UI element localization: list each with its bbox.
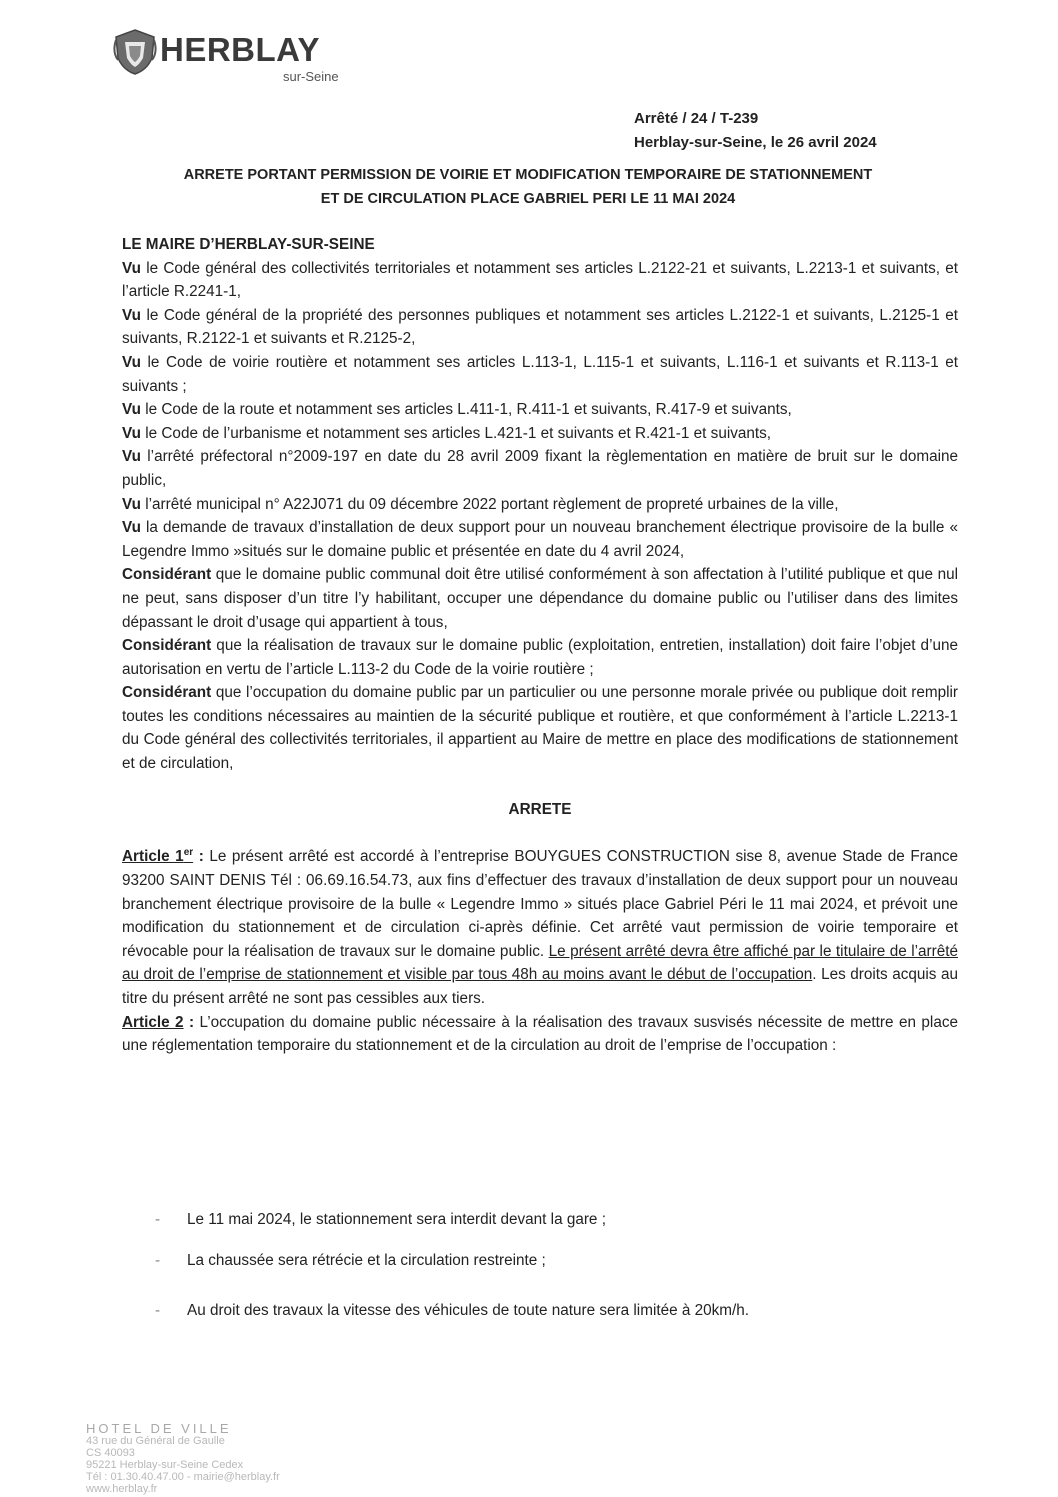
clause-text: l’arrêté municipal n° A22J071 du 09 décembre 2022 portant règlement de propreté urbaines de la ville, — [140, 495, 839, 513]
logo-subtitle: sur-Seine — [283, 69, 339, 84]
clause — [122, 257, 958, 304]
footer-line: 95221 Herblay-sur-Seine Cedex — [86, 1459, 244, 1471]
clause-text: que la réalisation de travaux sur le domaine public (exploitation, entretien, installation) doit faire l’objet d’une autorisation en vertu de l’article L.113-2 du Code de la voirie routière ; — [122, 637, 958, 678]
article-1 — [122, 841, 958, 1010]
clause-text: le Code de la route et notamment ses articles L.411-1, R.411-1 et suivants, R.417-9 et suivants, — [140, 401, 792, 419]
footer-address — [86, 1423, 446, 1495]
title-line-2: ET DE CIRCULATION PLACE GABRIEL PERI LE 11 MAI 2024 — [320, 191, 736, 207]
clause-text: le Code général de la propriété des personnes publiques et notamment ses articles L.2122-1 et suivants, L.2125-1 et suivants, R.2122-1 et suivants et R.2125-2, — [122, 306, 958, 348]
clause-text: la demande de travaux d’installation de deux support pour un nouveau branchement électrique provisoire de la bulle « Legendre Immo »situés sur le domaine public et présentée en date du 4 avril 2024, — [122, 519, 958, 560]
article-2-label: Article 2 — [122, 1013, 184, 1031]
clause-lead: Vu — [122, 519, 141, 537]
document-title — [110, 163, 946, 211]
clause — [122, 563, 958, 634]
reference-number: Arrêté / 24 / T-239 — [634, 110, 759, 127]
footer-line: Tél : 01.30.40.47.00 - mairie@herblay.fr — [86, 1471, 280, 1483]
clause-lead: Vu — [122, 495, 141, 513]
clause — [122, 681, 958, 775]
clause-text: le Code de voirie routière et notamment ses articles L.113-1, L.115-1 et suivants, L.116-1 et suivants et R.113-1 et suivants ; — [122, 353, 958, 395]
clause-lead: Vu — [122, 424, 141, 442]
article-1-text-b: . Les droits acquis au titre du présent arrêté ne sont pas cessibles aux tiers. — [122, 966, 958, 1007]
list-item-text: Le 11 mai 2024, le stationnement sera interdit devant la gare ; — [187, 1211, 606, 1228]
clause — [122, 634, 958, 681]
list-item-text: La chaussée sera rétrécie et la circulation restreinte ; — [187, 1252, 546, 1269]
article-1-sup: er — [183, 847, 194, 859]
clause — [122, 445, 958, 492]
clause-lead: Vu — [122, 401, 141, 419]
article-2-colon: : — [183, 1013, 195, 1031]
arrete-heading: ARRETE — [508, 800, 572, 818]
footer-line: www.herblay.fr — [86, 1483, 158, 1495]
list-item-text: Au droit des travaux la vitesse des véhicules de toute nature sera limitée à 20km/h. — [187, 1302, 750, 1319]
city-logo — [112, 24, 352, 84]
document-body — [122, 233, 958, 1058]
bullet-dash: - — [155, 1302, 161, 1319]
bullet-dash: - — [155, 1211, 161, 1228]
reference-block — [634, 107, 877, 155]
article-1-label-text: Article 1 — [122, 848, 184, 866]
logo-name: HERBLAY — [160, 31, 320, 68]
clause — [122, 398, 958, 422]
clause — [122, 516, 958, 563]
article-1-text-a: Le présent arrêté est accordé à l’entreprise BOUYGUES CONSTRUCTION sise 8, avenue Stade de France 93200 SAINT DENIS Tél : 06.69.16.54.73, aux fins d’effectuer des travaux d’installation de deux support pour un nouveau branchement électrique provisoire de la bulle « Legendre Immo » situés place Gabriel Péri le 11 mai 2024, et prévoit une modification du stationnement et de circulation ci-après définie. Cet arrêté vaut permission de voirie temporaire et révocable pour la réalisation de travaux sur le domaine public. — [122, 848, 958, 960]
mayor-heading: LE MAIRE D’HERBLAY-SUR-SEINE — [122, 236, 375, 253]
clause-lead: Considérant — [122, 684, 212, 702]
clause — [122, 304, 958, 351]
clause-lead: Considérant — [122, 566, 212, 584]
clause-lead: Vu — [122, 448, 141, 466]
clause-text: que le domaine public communal doit être utilisé conformément à son affectation à l’utilité publique et que nul ne peut, sans disposer d’un titre l’y habilitant, occuper une dépendance du domaine public ou l’utiliser dans des limites dépassant le droit d’usage qui appartient à tous, — [122, 566, 958, 631]
clause-lead: Vu — [122, 306, 141, 324]
bullet-dash: - — [155, 1252, 161, 1269]
footer-line: 43 rue du Général de Gaulle — [86, 1435, 225, 1447]
list-item — [155, 1300, 749, 1322]
reference-place-date: Herblay-sur-Seine, le 26 avril 2024 — [634, 134, 877, 151]
list-item — [155, 1250, 546, 1272]
clause-text: le Code général des collectivités territoriales et notamment ses articles L.2122-21 et suivants, L.2213-1 et suivants, et l’article R.2241-1, — [122, 259, 958, 301]
clause-text: que l’occupation du domaine public par un particulier ou une personne morale privée ou publique doit remplir toutes les conditions nécessaires au maintien de la sécurité publique et routière, et que conformément à l’article L.2213-1 du Code général des collectivités territoriales, il appartient au Maire de mettre en place des modifications de stationnement et de circulation, — [122, 684, 958, 773]
clause-text: le Code de l’urbanisme et notamment ses articles L.421-1 et suivants et R.421-1 et suivants, — [140, 424, 772, 442]
footer-line: CS 40093 — [86, 1447, 135, 1459]
title-line-1: ARRETE PORTANT PERMISSION DE VOIRIE ET MODIFICATION TEMPORAIRE DE STATIONNEMENT — [183, 167, 873, 183]
article-1-label — [122, 848, 193, 865]
clause — [122, 422, 958, 446]
clause-lead: Vu — [122, 259, 141, 277]
clause-lead: Vu — [122, 353, 141, 371]
clause-text: l’arrêté préfectoral n°2009-197 en date du 28 avril 2009 fixant la règlementation en matière de bruit sur le domaine public, — [122, 448, 958, 489]
article-2 — [122, 1011, 958, 1058]
article-2-text: L’occupation du domaine public nécessaire à la réalisation des travaux susvisés nécessite de mettre en place une réglementation temporaire du stationnement et de la circulation au droit de l’emprise de l’occupation : — [122, 1013, 958, 1055]
clause — [122, 493, 958, 517]
list-item — [155, 1209, 606, 1231]
footer-heading: HOTEL DE VILLE — [86, 1421, 232, 1436]
article-1-colon: : — [193, 848, 204, 866]
article-1-underlined: Le présent arrêté devra être affiché par le titulaire de l’arrêté au droit de l’emprise de stationnement et visible par tous 48h au moins avant le début de l’occupation — [122, 942, 958, 984]
clause — [122, 351, 958, 398]
clause-lead: Considérant — [122, 637, 212, 655]
city-crest-icon — [112, 28, 158, 76]
